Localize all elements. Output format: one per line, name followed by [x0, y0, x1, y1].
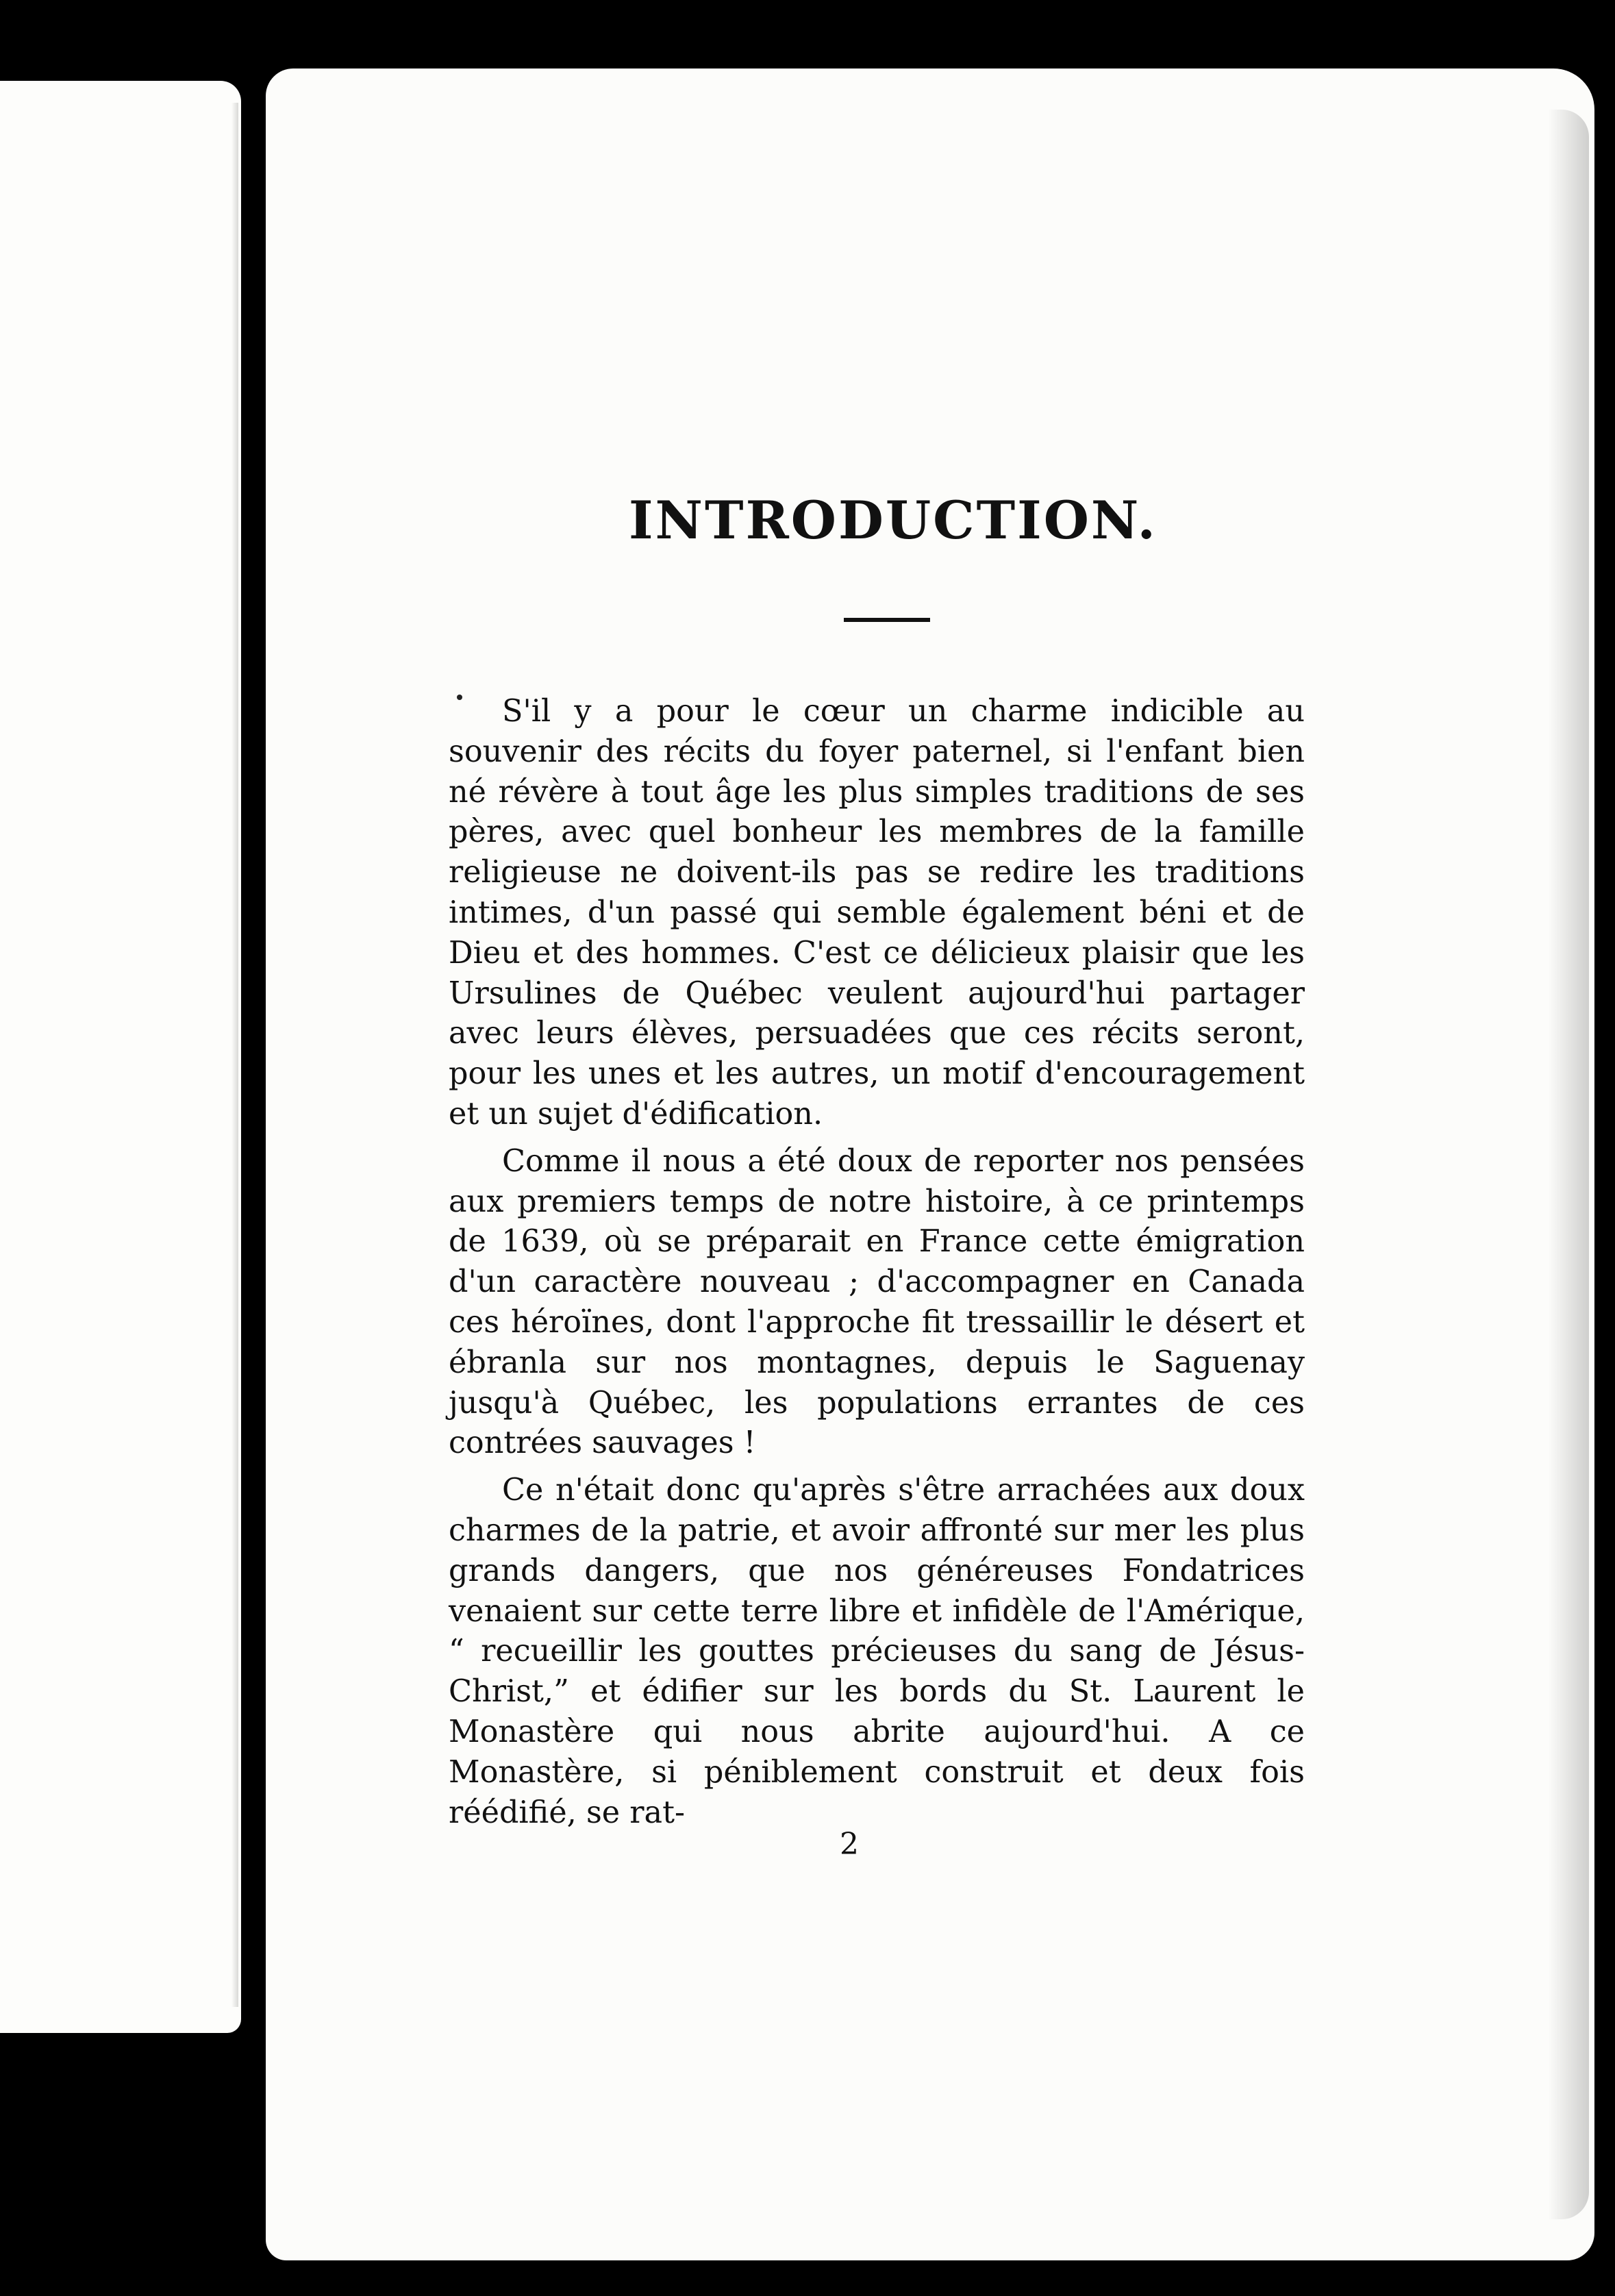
page-number: 2 [840, 1827, 859, 1862]
book-spine [241, 81, 266, 2204]
paragraph-2: Comme il nous a été doux de reporter nos pensées aux premiers temps de notre histoire, à ce printemps de 1639, où se préparait en France cette émigration d'un caractère nouveau ; d'accompagner en Canada ces héroïnes, dont l'approche fit tressaillir le désert et ébranla sur nos montagnes, depuis le Saguenay jusqu'à Québec, les populations errantes de ces contrées sauvages ! [449, 1143, 1305, 1461]
paragraph-3: Ce n'était donc qu'après s'être arrachées aux doux charmes de la patrie, et avoir affronté sur mer les plus grands dangers, que nos généreuses Fondatrices venaient sur cette terre libre et infidèle de l'Amérique, “ recueillir les gouttes précieuses du sang de Jésus-Christ,” et édifier sur les bords du St. Laurent le Monastère qui nous abrite aujourd'hui. A ce Monastère, si péniblement construit et deux fois réédifié, se rat- [449, 1473, 1305, 1830]
left-page-edge [231, 103, 238, 2007]
title-rule [844, 618, 930, 622]
page-edge-shadow [1548, 110, 1589, 2219]
body-text [449, 692, 1305, 1840]
page-title: INTRODUCTION. [629, 490, 1157, 551]
left-page [0, 81, 241, 2033]
paragraph-1: S'il y a pour le cœur un charme indicible au souvenir des récits du foyer paternel, si l'enfant bien né révère à tout âge les plus simples traditions de ses pères, avec quel bonheur les membres de la famille religieuse ne doivent-ils pas se redire les traditions intimes, d'un passé qui semble également béni et de Dieu et des hommes. C'est ce délicieux plaisir que les Ursulines de Québec veulent aujourd'hui partager avec leurs élèves, persuadées que ces récits seront, pour les unes et les autres, un motif d'encouragement et un sujet d'édification. [449, 694, 1305, 1132]
